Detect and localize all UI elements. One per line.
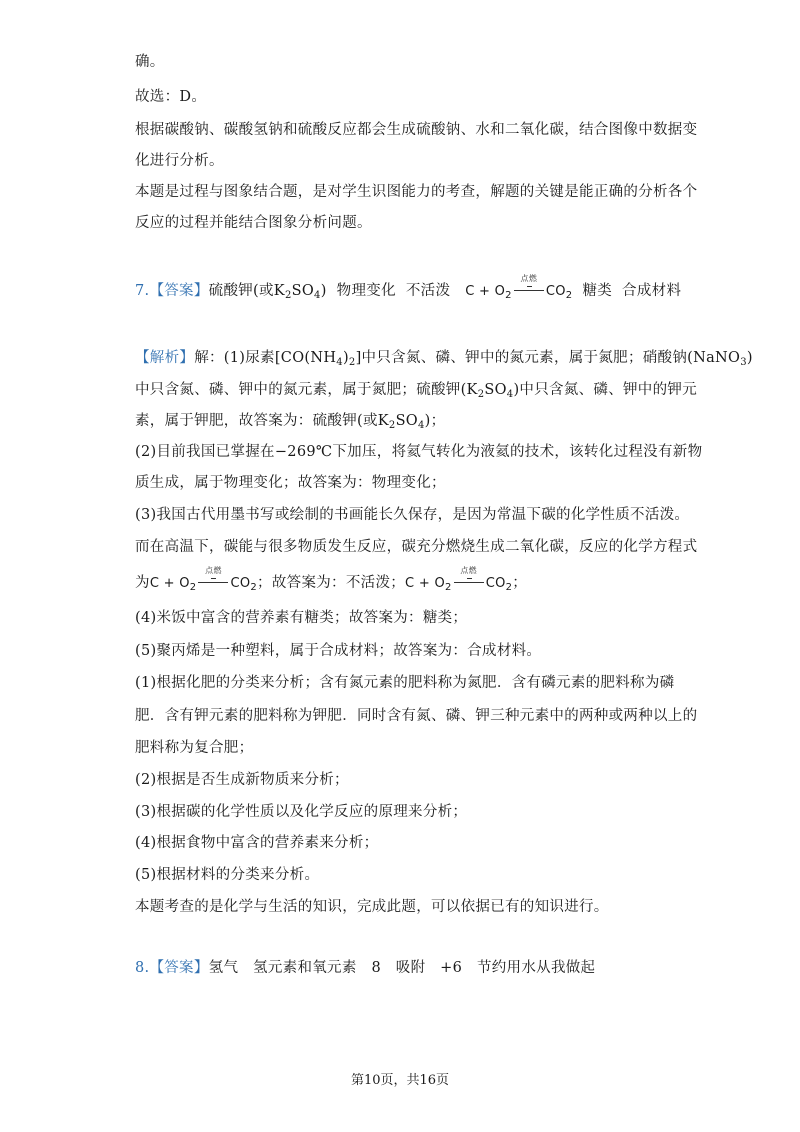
analysis-line: (3)我国古代用墨书写或绘制的书画能长久保存，是因为常温下碳的化学性质不活泼。: [135, 507, 690, 523]
answer-tag: 【答案】: [149, 960, 209, 976]
q7-answer-1: 硫酸钾(或$K_2SO_4$): [208, 283, 327, 301]
analysis-line: 【解析】解：(1)尿素$[CO(NH_4)_2]$中只含氮、磷、钾中的氮元素，属于氮肥；硝酸钠(NaNO$_3$): [135, 350, 753, 368]
combustion-equation: $C + O_2$ 点燃 $CO_2$: [405, 566, 513, 593]
text-line: 故选：D。: [135, 89, 207, 105]
q8-answer-line: [135, 958, 595, 978]
analysis-line: 质生成，属于物理变化；故答案为：物理变化；: [135, 475, 446, 491]
analysis-line: 肥料称为复合肥；: [135, 740, 254, 756]
analysis-line: (2)目前我国已掌握在−269℃下加压，将氦气转化为液氦的技术，该转化过程没有新物: [135, 444, 703, 460]
combustion-equation: $C + O_2$ 点燃 $CO_2$: [465, 274, 573, 301]
text-line: 反应的过程并能结合图象分析问题。: [135, 215, 372, 231]
text-line: 本题是过程与图象结合题，是对学生识图能力的考查，解题的关键是能正确的分析各个: [135, 184, 698, 200]
analysis-line: (4)根据食物中富含的营养素来分析；: [135, 835, 379, 851]
q7-answer-line: [135, 274, 682, 306]
combustion-equation: $C + O_2$ 点燃 $CO_2$: [149, 566, 258, 593]
analysis-line: (5)根据材料的分类来分析。: [135, 867, 320, 883]
analysis-line: (1)根据化肥的分类来分析；含有氮元素的肥料称为氮肥．含有磷元素的肥料称为磷: [135, 675, 675, 691]
text-line: 根据碳酸钠、碳酸氢钠和硫酸反应都会生成硫酸钠、水和二氧化碳，结合图像中数据变: [135, 122, 698, 138]
q8-number: 8.: [135, 960, 150, 976]
analysis-line: 为$C + O_2$ 点燃 $CO_2$；故答案为：不活泼；$C + O_2$ 点燃 $CO_2$；: [135, 573, 527, 598]
analysis-line: (3)根据碳的化学性质以及化学反应的原理来分析；: [135, 804, 468, 820]
analysis-line: (5)聚丙烯是一种塑料，属于合成材料；故答案为：合成材料。: [135, 643, 542, 659]
analysis-line: (2)根据是否生成新物质来分析；: [135, 772, 349, 788]
analysis-line: 而在高温下，碳能与很多物质发生反应，碳充分燃烧生成二氧化碳，反应的化学方程式: [135, 539, 698, 555]
analysis-line: (4)米饭中富含的营养素有糖类；故答案为：糖类；: [135, 610, 468, 626]
text-line: 化进行分析。: [135, 153, 224, 169]
q7-answer-5: 糖类: [582, 283, 613, 299]
q7-answer-3: 不活泼: [405, 283, 451, 299]
analysis-line: 素，属于钾肥，故答案为：硫酸钾(或$K_2SO_4$)；: [135, 413, 446, 431]
q7-answer-6: 合成材料: [622, 283, 682, 299]
q7-number: 7.: [135, 283, 150, 299]
page-footer: 第10页，共16页: [350, 1073, 450, 1088]
text-line: 确。: [135, 54, 165, 70]
answer-tag: 【答案】: [149, 283, 209, 299]
q7-answer-2: 物理变化: [336, 283, 396, 299]
q8-answer: 氢气 氢元素和氧元素 8 吸附 +6 节约用水从我做起: [208, 960, 596, 976]
analysis-tag: 【解析】: [135, 350, 195, 366]
analysis-line: 中只含氮、磷、钾中的氮元素，属于氮肥；硫酸钾$(K_2SO_4)$中只含氮、磷、钾中的钾元: [135, 382, 698, 400]
analysis-line: 肥．含有钾元素的肥料称为钾肥．同时含有氮、磷、钾三种元素中的两种或两种以上的: [135, 708, 698, 724]
analysis-line: 本题考查的是化学与生活的知识，完成此题，可以依据已有的知识进行。: [135, 899, 609, 915]
